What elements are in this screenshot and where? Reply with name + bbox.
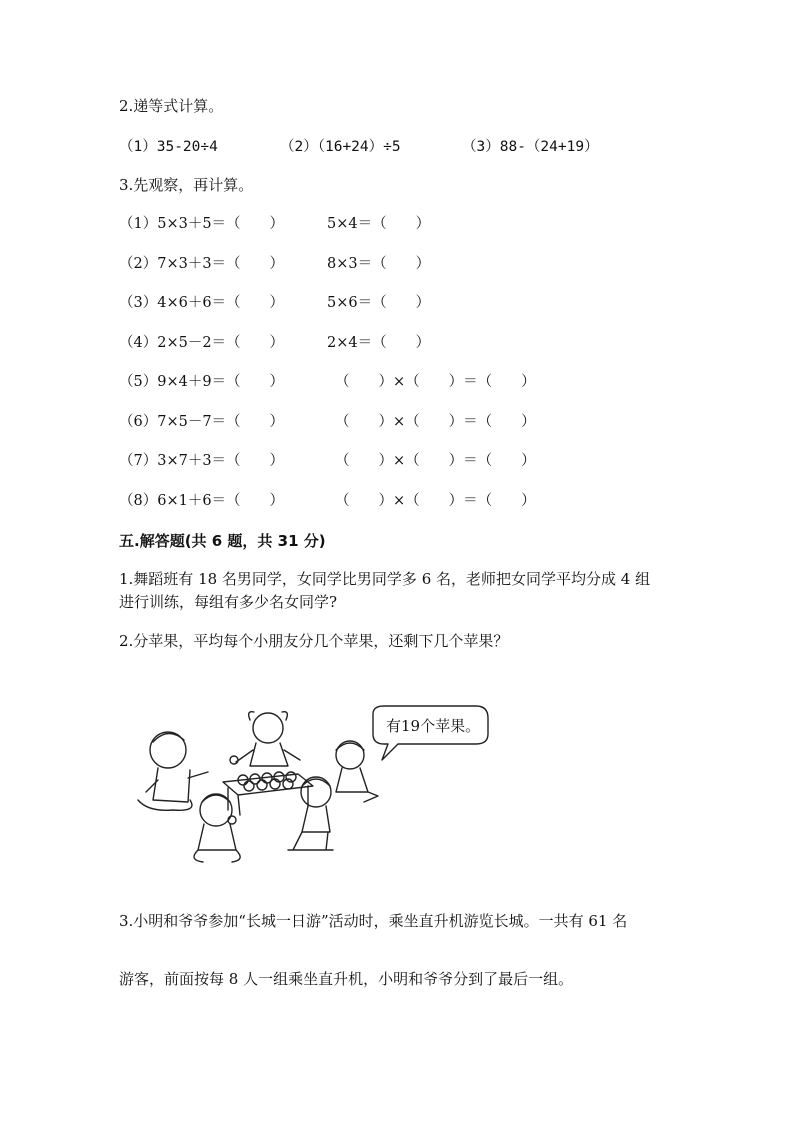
calc-item-1: （1）35-20÷4 — [119, 139, 218, 155]
observe-row-8-right: （ ）×（ ）＝（ ） — [335, 493, 536, 509]
observe-row-3-left: （3）4×6＋6＝（ ） — [119, 295, 285, 311]
observe-row-5-right: （ ）×（ ）＝（ ） — [335, 374, 536, 390]
observe-title: 3.先观察，再计算。 — [119, 176, 254, 194]
question-1-line-2: 进行训练，每组有多少名女同学? — [119, 593, 338, 611]
calc-item-2: （2）（16+24）÷5 — [280, 139, 401, 155]
calc-title: 2.递等式计算。 — [119, 97, 224, 115]
table — [223, 774, 313, 795]
question-3-line-2: 游客，前面按每 8 人一组乘坐直升机，小明和爷爷分到了最后一组。 — [119, 970, 574, 988]
observe-row-3-right: 5×6＝（ ） — [327, 295, 431, 311]
question-3-line-1: 3.小明和爷爷参加“长城一日游”活动时，乘坐直升机游览长城。一共有 61 名 — [119, 912, 628, 930]
observe-row-4-left: （4）2×5－2＝（ ） — [119, 335, 285, 351]
question-1-line-1: 1.舞蹈班有 18 名男同学，女同学比男同学多 6 名，老师把女同学平均分成 4 组 — [119, 570, 651, 588]
observe-row-6-left: （6）7×5－7＝（ ） — [119, 414, 285, 430]
observe-row-2-right: 8×3＝（ ） — [327, 256, 431, 272]
children-apples-illustration — [128, 700, 508, 870]
question-2: 2.分苹果，平均每个小朋友分几个苹果，还剩下几个苹果？ — [119, 632, 509, 650]
section-five-heading: 五.解答题(共 6 题，共 31 分) — [119, 532, 326, 550]
observe-row-1-right: 5×4＝（ ） — [327, 216, 431, 232]
observe-row-7-left: （7）3×7＋3＝（ ） — [119, 453, 285, 469]
observe-row-2-left: （2）7×3＋3＝（ ） — [119, 256, 285, 272]
observe-row-8-left: （8）6×1＋6＝（ ） — [119, 493, 285, 509]
observe-row-6-right: （ ）×（ ）＝（ ） — [335, 414, 536, 430]
observe-row-1-left: （1）5×3＋5＝（ ） — [119, 216, 285, 232]
observe-row-5-left: （5）9×4＋9＝（ ） — [119, 374, 285, 390]
bubble-text: 有19个苹果。 — [386, 717, 481, 735]
observe-row-7-right: （ ）×（ ）＝（ ） — [335, 453, 536, 469]
calc-item-3: （3）88-（24+19） — [462, 139, 599, 155]
observe-row-4-right: 2×4＝（ ） — [327, 335, 431, 351]
